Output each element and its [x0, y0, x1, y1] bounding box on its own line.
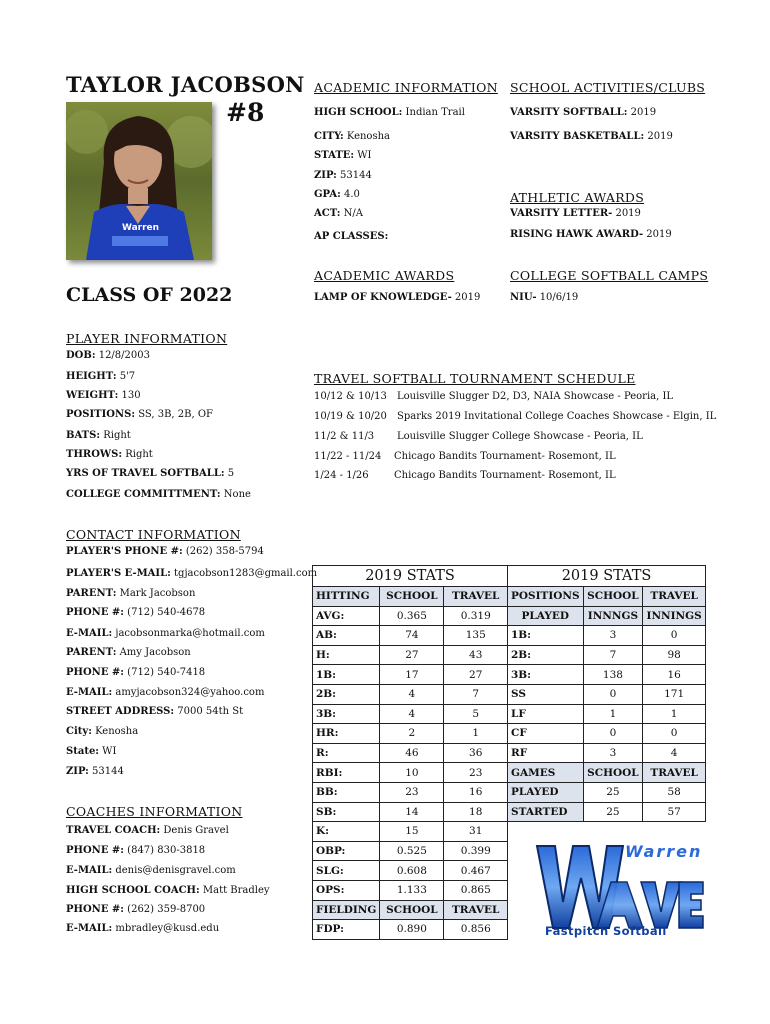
- contact-row: [66, 746, 116, 758]
- row-label: 3B:: [508, 665, 584, 685]
- row-label: 2B:: [508, 645, 584, 665]
- label: VARSITY LETTER-: [510, 208, 613, 219]
- contact-heading: CONTACT INFORMATION: [66, 527, 241, 542]
- label: STATE:: [314, 150, 355, 161]
- stat-value: 3: [583, 743, 643, 763]
- athletic-awards-row: [510, 208, 641, 220]
- stat-value: 4: [380, 704, 444, 724]
- stat-value: 0.865: [444, 880, 508, 900]
- stat-value: 0.856: [444, 920, 508, 940]
- value: 7000 54th St: [174, 706, 244, 717]
- label: PLAYER'S PHONE #:: [66, 546, 183, 557]
- row-label: R:: [313, 743, 380, 763]
- table-row: [508, 704, 706, 724]
- contact-row: [66, 588, 195, 600]
- value: Amy Jacobson: [116, 647, 191, 658]
- label: E-MAIL:: [66, 628, 113, 639]
- jersey-number: #8: [226, 98, 265, 127]
- coaches-row: [66, 885, 270, 897]
- value: 4.0: [340, 189, 360, 200]
- table-row: [508, 684, 706, 704]
- row-label: SS: [508, 684, 584, 704]
- table-row: [313, 626, 508, 646]
- academic-row: [314, 208, 363, 220]
- stat-value: 18: [444, 802, 508, 822]
- stat-value: 25: [583, 782, 643, 802]
- player-info-row: [66, 468, 234, 480]
- svg-text:Warren: Warren: [122, 223, 160, 233]
- table-header-row: [313, 900, 508, 920]
- stat-value: 0.525: [380, 841, 444, 861]
- label: PLAYER'S E-MAIL:: [66, 568, 171, 579]
- stat-value: 0.608: [380, 861, 444, 881]
- table-row: [508, 665, 706, 685]
- stat-value: 0.365: [380, 606, 444, 626]
- stat-value: 1: [583, 704, 643, 724]
- table-header: INNINGS: [643, 606, 706, 626]
- label: POSITIONS:: [66, 409, 136, 420]
- label: YRS OF TRAVEL SOFTBALL:: [66, 468, 225, 479]
- value: 2019: [627, 107, 657, 118]
- value: (712) 540-7418: [124, 667, 206, 678]
- contact-row: [66, 647, 191, 659]
- label: HIGH SCHOOL COACH:: [66, 885, 200, 896]
- table-header: SCHOOL: [380, 587, 444, 607]
- schedule-event: Louisville Slugger D2, D3, NAIA Showcase - Peoria, IL: [397, 391, 674, 402]
- row-label: RF: [508, 743, 584, 763]
- label: E-MAIL:: [66, 923, 113, 934]
- row-label: 1B:: [313, 665, 380, 685]
- table-header: TRAVEL: [444, 587, 508, 607]
- academic-row: [314, 131, 390, 143]
- label: THROWS:: [66, 449, 123, 460]
- activities-heading: SCHOOL ACTIVITIES/CLUBS: [510, 80, 706, 95]
- value: 5: [224, 468, 235, 479]
- stats-title: 2019 STATS: [508, 566, 706, 587]
- table-row: [313, 822, 508, 842]
- stat-value: 74: [380, 626, 444, 646]
- coaches-row: [66, 923, 219, 935]
- value: 2019: [612, 208, 641, 219]
- stat-value: 0: [583, 684, 643, 704]
- stat-value: 7: [444, 684, 508, 704]
- academic-heading: ACADEMIC INFORMATION: [314, 80, 498, 95]
- stat-value: 0: [643, 724, 706, 744]
- academic-row: [314, 150, 372, 162]
- row-label: STARTED: [508, 802, 584, 822]
- stat-value: 0.467: [444, 861, 508, 881]
- value: 53144: [336, 170, 372, 181]
- logo-sub-text: Fastpitch Softball: [545, 924, 667, 938]
- stat-value: 27: [444, 665, 508, 685]
- academic-row: [314, 231, 388, 243]
- row-label: SB:: [313, 802, 380, 822]
- value: WI: [99, 746, 117, 757]
- stat-value: 16: [444, 782, 508, 802]
- label: ACT:: [314, 208, 341, 219]
- table-row: [508, 743, 706, 763]
- stat-value: 4: [380, 684, 444, 704]
- label: VARSITY SOFTBALL:: [510, 107, 628, 118]
- value: 5'7: [116, 371, 136, 382]
- table-header: PLAYED: [508, 606, 584, 626]
- contact-row: [66, 726, 138, 738]
- academic-row: [314, 189, 360, 201]
- stat-value: 4: [643, 743, 706, 763]
- table-row: [508, 802, 706, 822]
- player-photo: [66, 102, 212, 260]
- row-label: BB:: [313, 782, 380, 802]
- value: mbradley@kusd.edu: [112, 923, 220, 934]
- row-label: H:: [313, 645, 380, 665]
- stat-value: 14: [380, 802, 444, 822]
- table-row: [508, 626, 706, 646]
- schedule-date: 11/22 - 11/24: [314, 451, 382, 462]
- table-row: [313, 743, 508, 763]
- player-name: TAYLOR JACOBSON: [66, 72, 305, 97]
- value: Right: [100, 430, 131, 441]
- row-label: 1B:: [508, 626, 584, 646]
- stat-value: 46: [380, 743, 444, 763]
- table-row: [313, 782, 508, 802]
- position-stats-table: [507, 565, 706, 822]
- table-header: INNNGS: [583, 606, 643, 626]
- stat-value: 5: [444, 704, 508, 724]
- stat-value: 135: [444, 626, 508, 646]
- table-row: [313, 802, 508, 822]
- label: E-MAIL:: [66, 865, 113, 876]
- label: STREET ADDRESS:: [66, 706, 175, 717]
- label: LAMP OF KNOWLEDGE-: [314, 292, 452, 303]
- warren-wave-logo: [533, 842, 705, 942]
- player-info-row: [66, 409, 213, 421]
- table-header: GAMES: [508, 763, 584, 783]
- table-row: [313, 880, 508, 900]
- value: Kenosha: [343, 131, 390, 142]
- row-label: SLG:: [313, 861, 380, 881]
- label: PHONE #:: [66, 904, 124, 915]
- stat-value: 23: [380, 782, 444, 802]
- contact-row: [66, 568, 317, 580]
- class-year: CLASS OF 2022: [66, 284, 233, 306]
- table-row: [313, 645, 508, 665]
- row-label: 3B:: [313, 704, 380, 724]
- contact-row: [66, 628, 265, 640]
- stat-value: 0: [583, 724, 643, 744]
- schedule-event: Sparks 2019 Invitational College Coaches Showcase - Elgin, IL: [397, 411, 717, 422]
- schedule-date: 1/24 - 1/26: [314, 470, 369, 481]
- stat-value: 2: [380, 724, 444, 744]
- value: SS, 3B, 2B, OF: [135, 409, 213, 420]
- table-row: [508, 645, 706, 665]
- value: jacobsonmarka@hotmail.com: [112, 628, 265, 639]
- logo-top-text: Warren: [625, 842, 703, 861]
- value: Denis Gravel: [160, 825, 229, 836]
- table-header: SCHOOL: [583, 763, 643, 783]
- stat-value: 7: [583, 645, 643, 665]
- athletic-awards-heading: ATHLETIC AWARDS: [510, 190, 645, 205]
- value: Matt Bradley: [199, 885, 270, 896]
- value: denis@denisgravel.com: [112, 865, 236, 876]
- table-row: [313, 763, 508, 783]
- stat-value: 57: [643, 802, 706, 822]
- table-row: [313, 724, 508, 744]
- player-info-row: [66, 390, 141, 402]
- value: 10/6/19: [536, 292, 579, 303]
- table-header: TRAVEL: [444, 900, 508, 920]
- stat-value: 10: [380, 763, 444, 783]
- schedule-date: 11/2 & 11/3: [314, 431, 375, 442]
- value: Kenosha: [91, 726, 139, 737]
- stat-value: 31: [444, 822, 508, 842]
- coaches-row: [66, 865, 236, 877]
- stat-value: 0.319: [444, 606, 508, 626]
- table-header: SCHOOL: [583, 587, 643, 607]
- coaches-row: [66, 825, 229, 837]
- player-info-row: [66, 449, 153, 461]
- table-row: [313, 861, 508, 881]
- label: PHONE #:: [66, 845, 124, 856]
- player-info-row: [66, 350, 150, 362]
- value: None: [220, 489, 251, 500]
- hitting-stats-table: [312, 565, 508, 940]
- stat-value: 36: [444, 743, 508, 763]
- player-info-row: [66, 430, 131, 442]
- contact-row: [66, 667, 205, 679]
- schedule-event: Chicago Bandits Tournament- Rosemont, IL: [394, 451, 616, 462]
- row-label: RBI:: [313, 763, 380, 783]
- row-label: 2B:: [313, 684, 380, 704]
- value: (712) 540-4678: [124, 607, 206, 618]
- value: N/A: [340, 208, 364, 219]
- label: AP CLASSES:: [314, 231, 389, 242]
- stat-value: 0: [643, 626, 706, 646]
- table-row: [313, 841, 508, 861]
- label: VARSITY BASKETBALL:: [510, 131, 645, 142]
- table-row: [508, 782, 706, 802]
- stat-value: 171: [643, 684, 706, 704]
- camps-row: [510, 292, 578, 304]
- label: ZIP:: [66, 766, 89, 777]
- label: E-MAIL:: [66, 687, 113, 698]
- label: PHONE #:: [66, 667, 124, 678]
- row-label: AB:: [313, 626, 380, 646]
- value: Indian Trail: [402, 107, 465, 118]
- table-header: SCHOOL: [380, 900, 444, 920]
- stat-value: 15: [380, 822, 444, 842]
- stat-value: 43: [444, 645, 508, 665]
- coaches-row: [66, 845, 205, 857]
- activities-row: [510, 131, 673, 143]
- label: ZIP:: [314, 170, 337, 181]
- camps-heading: COLLEGE SOFTBALL CAMPS: [510, 268, 709, 283]
- value: Mark Jacobson: [116, 588, 196, 599]
- row-label: HR:: [313, 724, 380, 744]
- stat-value: 25: [583, 802, 643, 822]
- table-header: HITTING: [313, 587, 380, 607]
- label: PARENT:: [66, 647, 117, 658]
- stats-title: 2019 STATS: [313, 566, 508, 587]
- label: PARENT:: [66, 588, 117, 599]
- label: GPA:: [314, 189, 341, 200]
- label: RISING HAWK AWARD-: [510, 229, 644, 240]
- value: 2019: [644, 131, 673, 142]
- label: BATS:: [66, 430, 101, 441]
- stat-value: 3: [583, 626, 643, 646]
- table-header: TRAVEL: [643, 763, 706, 783]
- schedule-heading: TRAVEL SOFTBALL TOURNAMENT SCHEDULE: [314, 371, 636, 386]
- stat-value: 1.133: [380, 880, 444, 900]
- label: WEIGHT:: [66, 390, 119, 401]
- table-header-row: [508, 763, 706, 783]
- stat-value: 0.890: [380, 920, 444, 940]
- player-info-heading: PLAYER INFORMATION: [66, 331, 228, 346]
- table-row: [313, 920, 508, 940]
- row-label: LF: [508, 704, 584, 724]
- stat-value: 1: [444, 724, 508, 744]
- value: amyjacobson324@yahoo.com: [112, 687, 265, 698]
- label: NIU-: [510, 292, 537, 303]
- label: City:: [66, 726, 92, 737]
- stat-value: 17: [380, 665, 444, 685]
- label: PHONE #:: [66, 607, 124, 618]
- stat-value: 0.399: [444, 841, 508, 861]
- academic-row: [314, 170, 372, 182]
- coaches-row: [66, 904, 205, 916]
- table-header: POSITIONS: [508, 587, 584, 607]
- academic-row: [314, 107, 465, 119]
- value: (262) 358-5794: [182, 546, 264, 557]
- value: 2019: [451, 292, 481, 303]
- stat-value: 16: [643, 665, 706, 685]
- coaches-heading: COACHES INFORMATION: [66, 804, 243, 819]
- academic-awards-row: [314, 292, 480, 304]
- schedule-date: 10/19 & 10/20: [314, 411, 387, 422]
- stat-value: 27: [380, 645, 444, 665]
- schedule-event: Louisville Slugger College Showcase - Peoria, IL: [397, 431, 643, 442]
- player-info-row: [66, 371, 135, 383]
- label: COLLEGE COMMITTMENT:: [66, 489, 221, 500]
- label: TRAVEL COACH:: [66, 825, 161, 836]
- table-row: [313, 665, 508, 685]
- table-row: [313, 606, 508, 626]
- stat-value: 23: [444, 763, 508, 783]
- stat-value: 58: [643, 782, 706, 802]
- value: Right: [122, 449, 153, 460]
- contact-row: [66, 766, 124, 778]
- activities-row: [510, 107, 656, 119]
- row-label: FDP:: [313, 920, 380, 940]
- value: tgjacobson1283@gmail.com: [170, 568, 318, 579]
- table-header: TRAVEL: [643, 587, 706, 607]
- label: HEIGHT:: [66, 371, 117, 382]
- row-label: OPS:: [313, 880, 380, 900]
- row-label: K:: [313, 822, 380, 842]
- value: 130: [118, 390, 141, 401]
- value: (847) 830-3818: [124, 845, 206, 856]
- row-label: AVG:: [313, 606, 380, 626]
- schedule-date: 10/12 & 10/13: [314, 391, 387, 402]
- value: 12/8/2003: [95, 350, 150, 361]
- stat-value: 98: [643, 645, 706, 665]
- contact-row: [66, 607, 205, 619]
- stat-value: 138: [583, 665, 643, 685]
- contact-row: [66, 687, 264, 699]
- contact-row: [66, 706, 243, 718]
- table-row: [313, 704, 508, 724]
- value: 2019: [643, 229, 672, 240]
- stat-value: 1: [643, 704, 706, 724]
- label: HIGH SCHOOL:: [314, 107, 403, 118]
- table-row: [313, 684, 508, 704]
- player-info-row: [66, 489, 251, 501]
- value: 53144: [88, 766, 124, 777]
- value: WI: [354, 150, 372, 161]
- row-label: OBP:: [313, 841, 380, 861]
- academic-awards-heading: ACADEMIC AWARDS: [314, 268, 455, 283]
- table-header: FIELDING: [313, 900, 380, 920]
- label: DOB:: [66, 350, 96, 361]
- label: State:: [66, 746, 99, 757]
- schedule-event: Chicago Bandits Tournament- Rosemont, IL: [394, 470, 616, 481]
- value: (262) 359-8700: [124, 904, 206, 915]
- table-row: [508, 724, 706, 744]
- row-label: CF: [508, 724, 584, 744]
- label: CITY:: [314, 131, 344, 142]
- athletic-awards-row: [510, 229, 672, 241]
- row-label: PLAYED: [508, 782, 584, 802]
- contact-row: [66, 546, 264, 558]
